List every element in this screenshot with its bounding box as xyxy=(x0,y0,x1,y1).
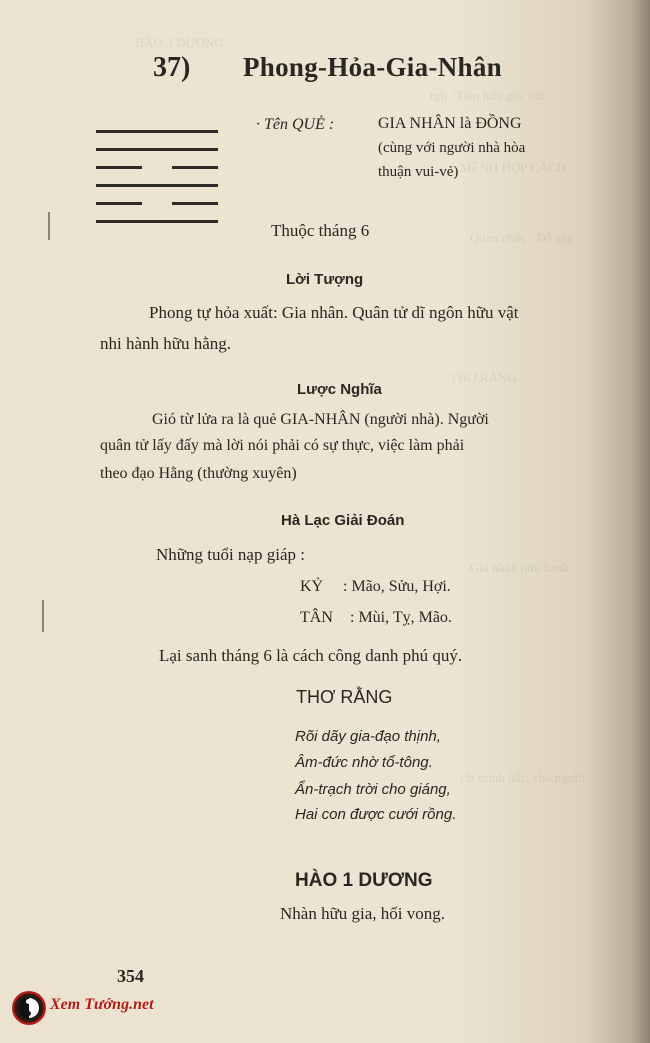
hexagram-line-yang xyxy=(96,184,218,187)
poem-line: Hai con được cưới rồng. xyxy=(295,806,457,823)
month-text: Thuộc tháng 6 xyxy=(271,221,370,240)
poem-line: Ẩn-trạch trời cho giáng, xyxy=(295,781,451,798)
margin-mark xyxy=(42,600,44,632)
hexagram-line-yang xyxy=(96,220,218,223)
page-number: 354 xyxy=(117,966,144,986)
hexagram-name-value: GIA NHÂN là ĐỒNG xyxy=(378,115,522,132)
hexagram-line-yin xyxy=(96,166,218,169)
tan-label: TÂN xyxy=(300,609,333,626)
paragraph-line: theo đạo Hằng (thường xuyên) xyxy=(100,465,297,482)
chapter-title: Phong-Hỏa-Gia-Nhân xyxy=(243,52,502,82)
hexagram-name-note: (cùng với người nhà hòa xyxy=(378,140,526,156)
bleed-through-text: HÀO 3 DƯƠNG xyxy=(135,35,224,50)
paragraph-line: quân tử lấy đấy mà lời nói phải có sự thực, việc làm phải xyxy=(100,437,465,454)
site-watermark: Xem Tướng.net xyxy=(50,996,154,1013)
bleed-through-text: Gia nhân hữu hạnh xyxy=(470,560,570,575)
bleed-through-text: THƠ RẰNG xyxy=(450,370,517,385)
paragraph-line: Gió từ lửa ra là quẻ GIA-NHÂN (người nhà). Người xyxy=(152,411,489,428)
bleed-through-text: cắt mình hắc, cho người xyxy=(460,770,586,785)
yin-yang-logo-icon xyxy=(12,991,46,1025)
hexagram-symbol xyxy=(96,130,218,238)
ky-label: KỶ xyxy=(300,578,324,595)
hexagram-line-yang xyxy=(96,130,218,133)
chapter-number: 37) xyxy=(153,52,191,83)
paragraph-line: Phong tự hỏa xuất: Gia nhân. Quân tử dĩ ngôn hữu vật xyxy=(149,303,519,322)
hexagram-line-yang xyxy=(96,148,218,151)
section-heading-ha-lac: Hà Lạc Giải Đoán xyxy=(281,512,405,529)
bleed-through-text: Quan chức : Dễ gặp xyxy=(470,230,574,245)
hao-heading: HÀO 1 DƯƠNG xyxy=(295,870,433,891)
poem-line: Âm-đức nhờ tổ-tông. xyxy=(295,754,433,771)
hexagram-name-note: thuận vui-vẻ) xyxy=(378,164,459,180)
section-heading-luoc-nghia: Lược Nghĩa xyxy=(297,381,382,398)
section-heading-loi-tuong: Lời Tượng xyxy=(286,271,364,288)
poem-heading: THƠ RẰNG xyxy=(296,687,393,707)
hao-text: Nhàn hữu gia, hối vong. xyxy=(280,904,446,923)
hexagram-line-yin xyxy=(96,202,218,205)
margin-mark xyxy=(48,212,50,240)
hexagram-name-label: · Tên QUẺ : xyxy=(256,116,335,133)
birth-month-note: Lại sanh tháng 6 là cách công danh phú quý. xyxy=(159,646,463,665)
tan-value: : Mùi, Tỵ, Mão. xyxy=(350,609,452,626)
bleed-through-text: MỆNH HỢP CÁCH xyxy=(460,160,567,175)
ky-value: : Mão, Sửu, Hợi. xyxy=(343,578,451,595)
paragraph-line: nhi hành hữu hằng. xyxy=(100,334,232,353)
ages-intro: Những tuổi nạp giáp : xyxy=(156,545,305,564)
poem-line: Rõi dãy gia-đạo thịnh, xyxy=(295,728,441,745)
bleed-through-text: tựu. 'Tiên hữu gia, hối' xyxy=(430,88,548,103)
